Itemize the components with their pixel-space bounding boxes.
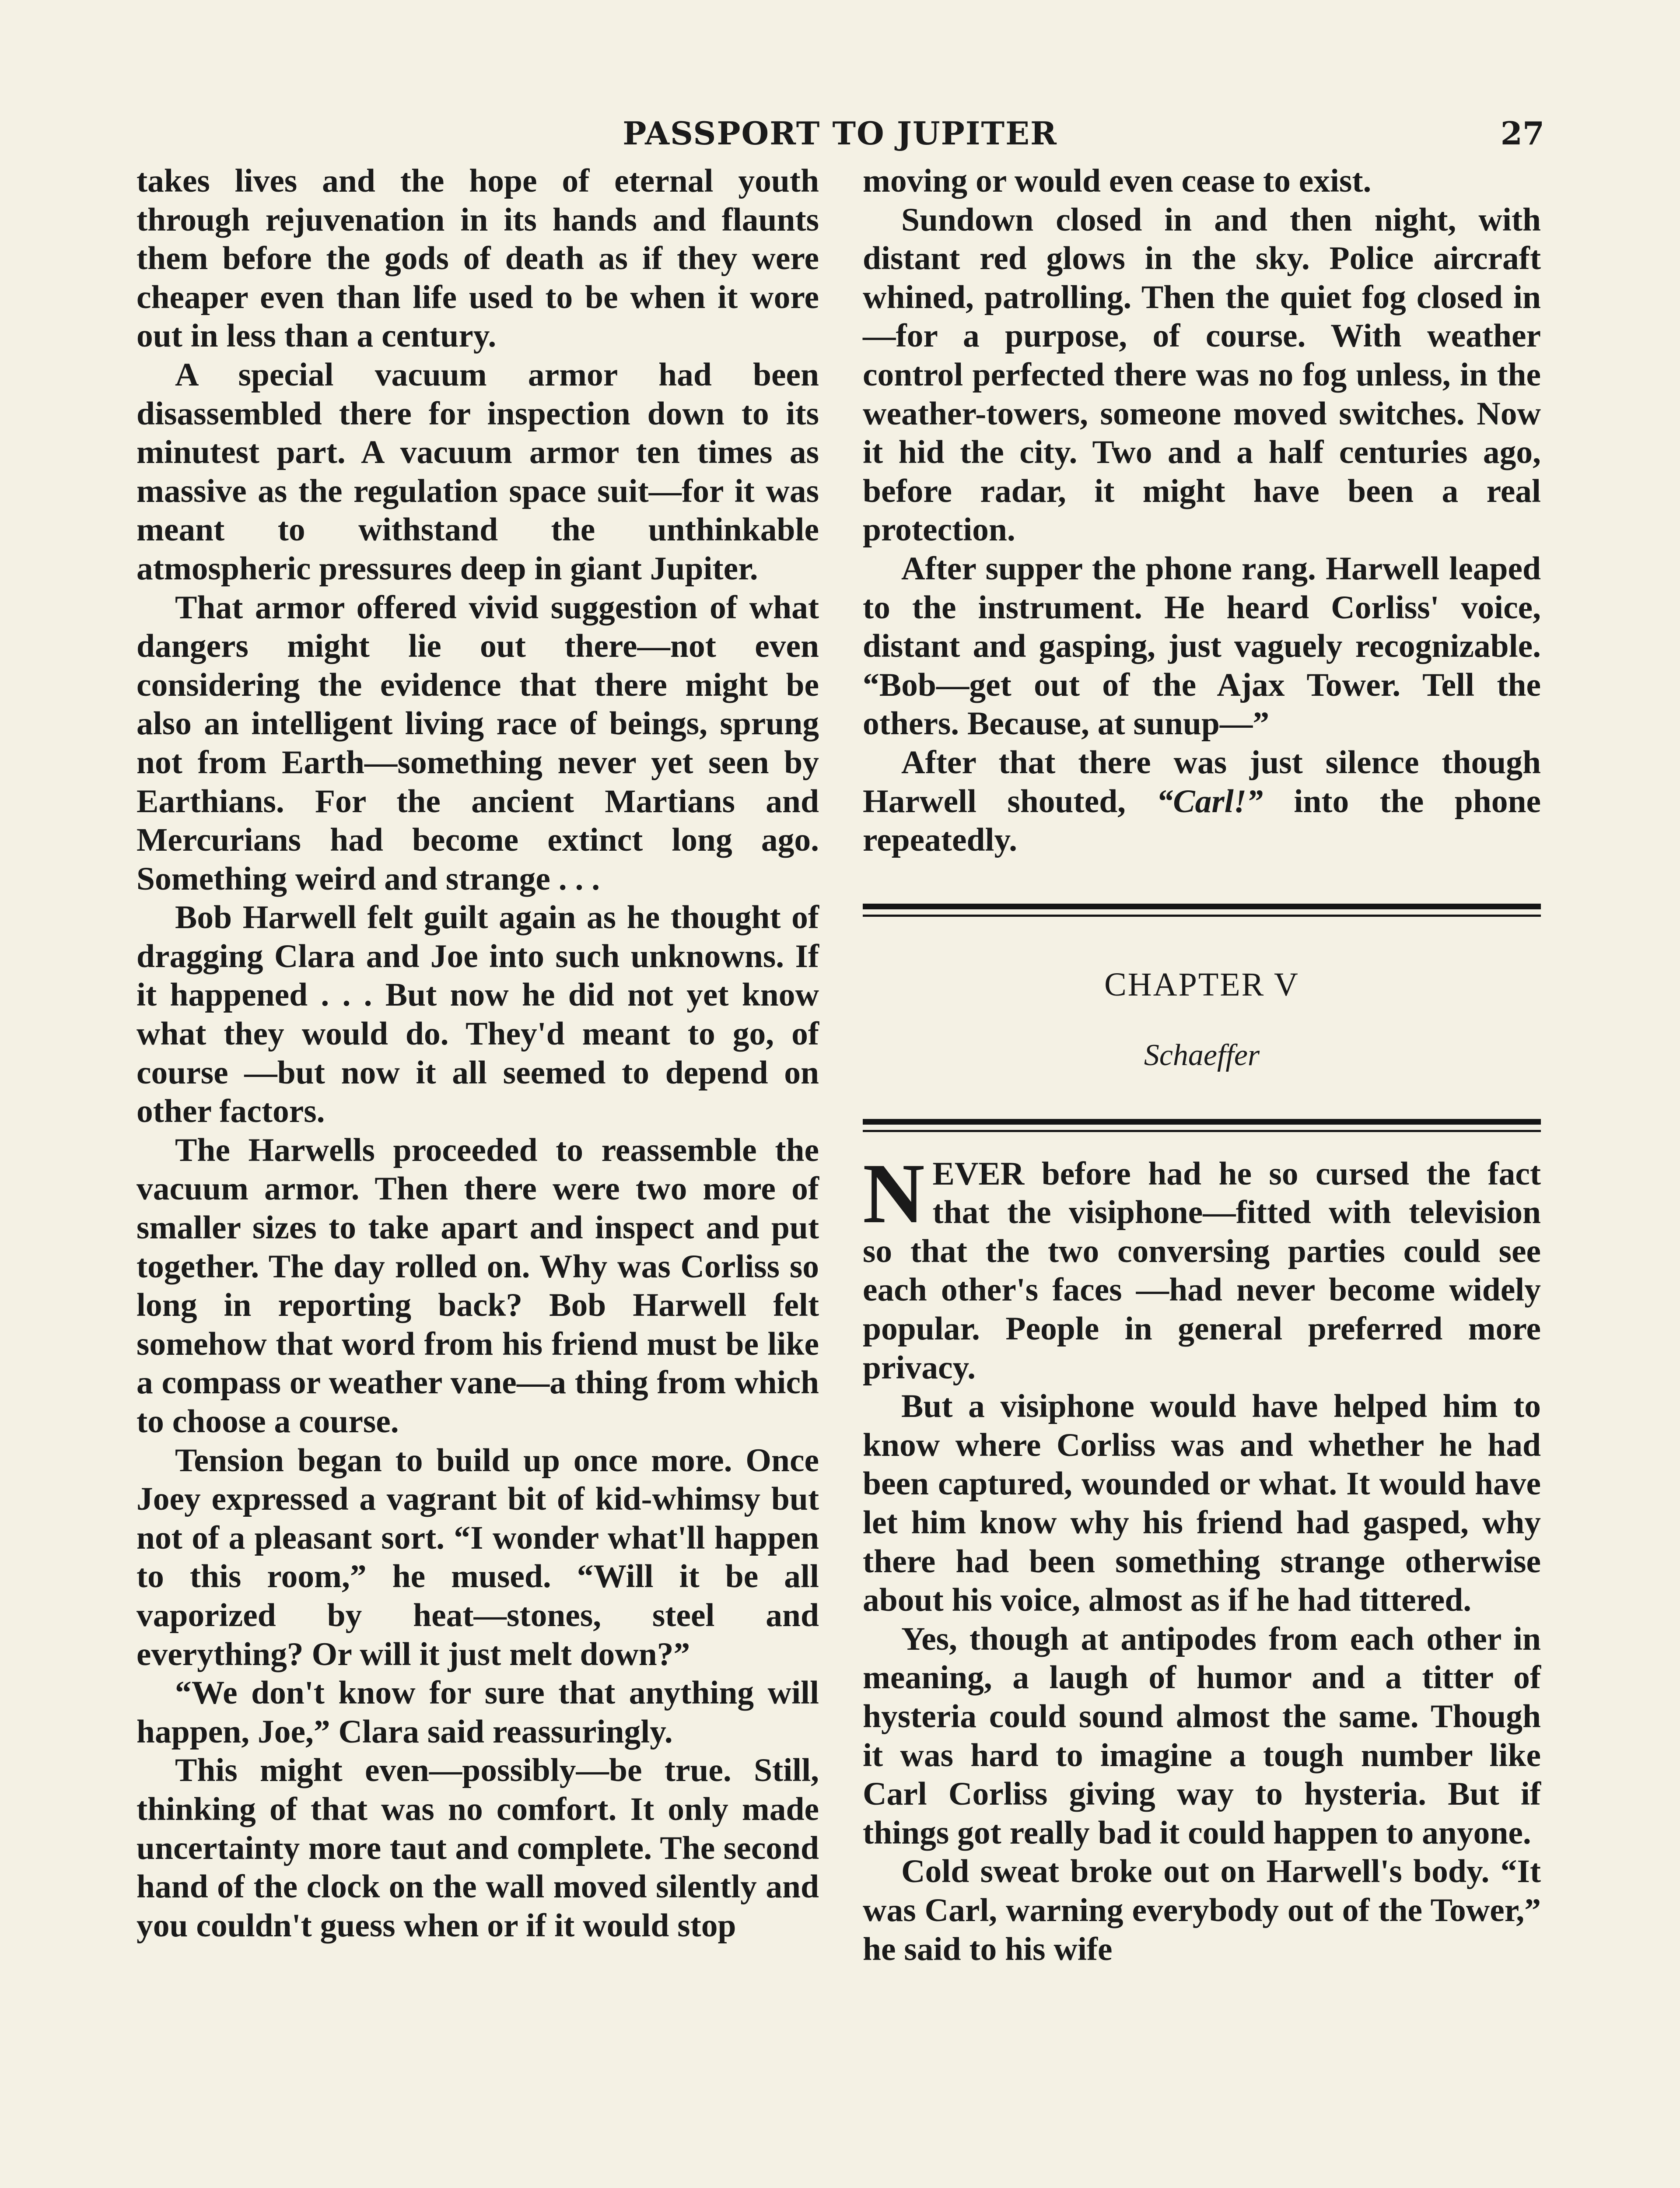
emphasis-carl: “Carl!” [1156,783,1263,820]
paragraph: Sundown closed in and then night, with distant red glows in the sky. Police aircraft whined, patrolling. Then the quiet fog closed in—for a purpose, of course. With weather control perfected there was no fog unless, in the weather-towers, someone moved switches. Now it hid the city. Two and a half centuries ago, before radar, it might have been a real protection. [863,201,1541,548]
left-column [136,162,819,1945]
paragraph: But a visiphone would have helped him to know where Corliss was and whether he had been captured, wounded or what. It would have let him know why his friend had gasped, why there had been something strange otherwise about his voice, almost as if he had tittered. [863,1388,1541,1619]
chapter-divider-top [863,904,1541,917]
paragraph: After supper the phone rang. Harwell leaped to the instrument. He heard Corliss' voice, distant and gasping, just vaguely recognizable. “Bob—get out of the Ajax Tower. Tell the others. Because, at sunup—” [863,550,1541,742]
paragraph: This might even—possibly—be true. Still, thinking of that was no comfort. It only made uncertainty more taut and complete. The second hand of the clock on the wall moved silently and you couldn't guess when or if it would stop [136,1752,819,1944]
paragraph: takes lives and the hope of eternal youth through rejuvenation in its hands and flaunts them before the gods of death as if they were cheaper even than life used to be when it wore out in less than a century. [136,163,819,354]
paragraph-silence [863,743,1541,860]
paragraph: Cold sweat broke out on Harwell's body. “It was Carl, warning everybody out of the Tower,” he said to his wife [863,1853,1541,1967]
paragraph: The Harwells proceeded to reassemble the vacuum armor. Then there were two more of smaller sizes to take apart and inspect and put together. The day rolled on. Why was Corliss so long in reporting back? Bob Harwell felt somehow that word from his friend must be like a compass or weather vane—a thing from which to choose a course. [136,1132,819,1440]
chapter-opening-paragraph [863,1146,1541,1388]
chapter-title: Schaeffer [1144,1038,1260,1072]
running-header [136,115,1544,158]
chapter-number: CHAPTER V [1104,966,1299,1003]
text-run: After that there was just silence though Harwell shouted, [863,744,1541,820]
text-run: into the phone repeatedly. [863,783,1541,859]
running-title: PASSPORT TO JUPITER [623,115,1057,152]
paragraph: Yes, though at antipodes from each other in meaning, a laugh of humor and a titter of hysteria could sound almost the same. Though it was hard to imagine a tough number like Carl Corliss giving way to hysteria. But if things got really bad it could happen to anyone. [863,1620,1541,1851]
paragraph: Tension began to build up once more. Once Joey expressed a vagrant bit of kid-whimsy but not of a pleasant sort. “I wonder what'll happen to this room,” he mused. “Will it be all vaporized by heat—stones, steel and everything? Or will it just melt down?” [136,1442,819,1673]
right-column [863,162,1541,1969]
paragraph: “We don't know for sure that anything will happen, Joe,” Clara said reassuringly. [136,1675,819,1750]
paragraph: Bob Harwell felt guilt again as he thought of dragging Clara and Joe into such unknowns. If it happened . . . But now he did not yet know what they would do. They'd meant to go, of course —but now it all seemed to depend on other factors. [136,899,819,1130]
drop-cap: N [863,1146,925,1241]
paragraph: A special vacuum armor had been disassembled there for inspection down to its minutest part. A vacuum armor ten times as massive as the regulation space suit—for it was meant to withstand the unthinkable atmospheric pressures deep in giant Jupiter. [136,356,819,587]
chapter-divider-bottom [863,1119,1541,1132]
text-run: EVER before had he so cursed the fact that the visiphone—fitted with television so that the two conversing parties could see each other's faces —had never become widely popular. People in general preferred more privacy. [863,1155,1541,1386]
page-number: 27 [1500,115,1544,152]
paragraph: That armor offered vivid suggestion of what dangers might lie out there—not even considering the evidence that there might be also an intelligent living race of beings, sprung not from Earth—something never yet seen by Earthians. For the ancient Martians and Mercurians had become extinct long ago. Something weird and strange . . . [136,589,819,897]
paragraph: moving or would even cease to exist. [863,163,1372,199]
